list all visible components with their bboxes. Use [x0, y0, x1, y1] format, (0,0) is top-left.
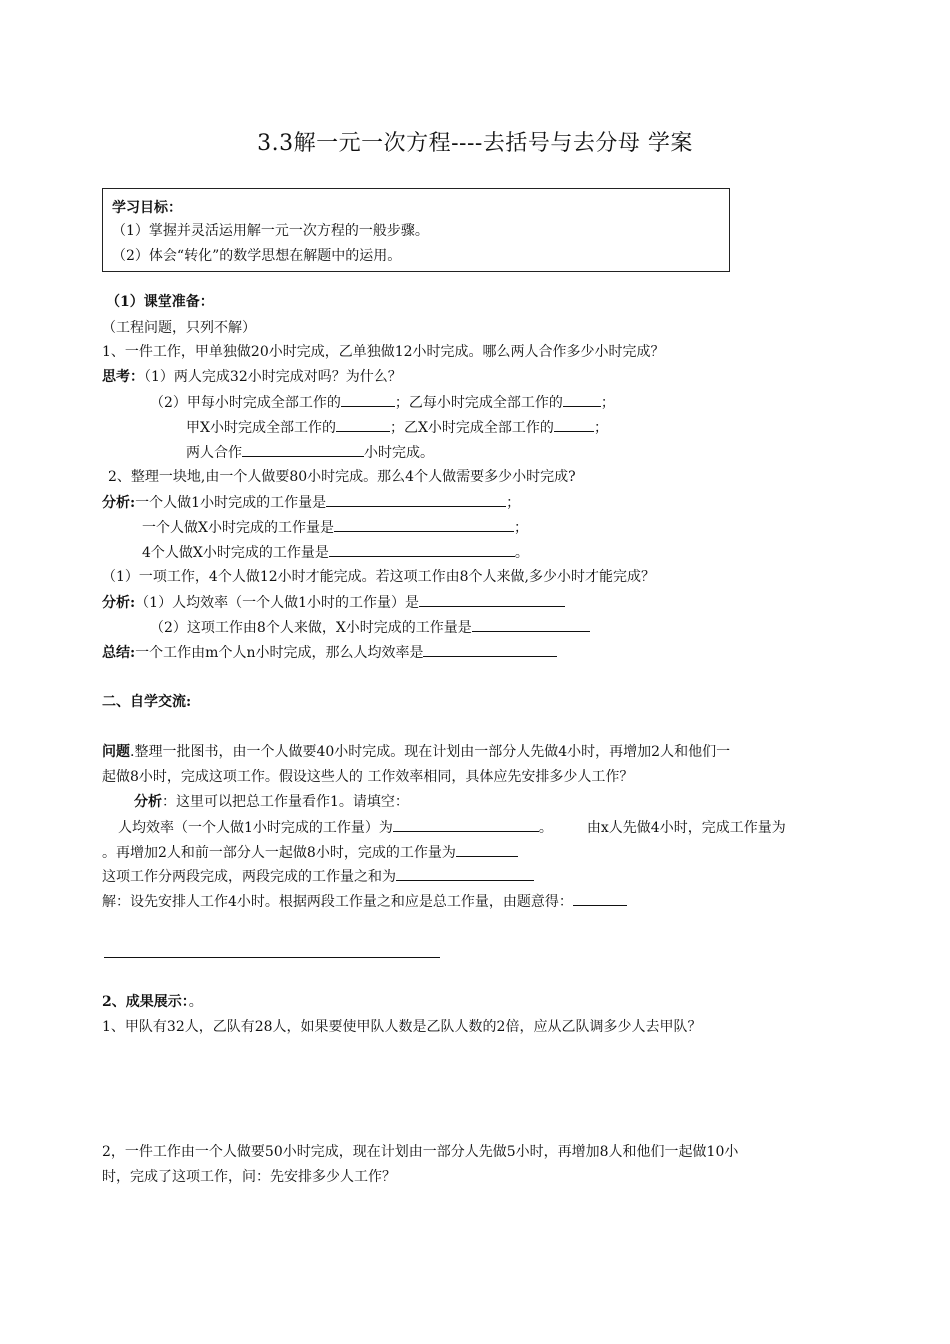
analysis2-line-2: [150, 617, 590, 638]
blank-field[interactable]: [326, 492, 506, 507]
summary-label: 总结:: [102, 645, 136, 661]
blank-field[interactable]: [396, 866, 534, 881]
prep-heading: （1）课堂准备：: [106, 294, 214, 310]
think-line-1: [102, 367, 402, 387]
blank-field[interactable]: [341, 392, 395, 407]
fill-line-2: [102, 842, 518, 863]
analysis-text-3: 4个人做X小时完成的工作量是: [142, 545, 329, 561]
think-text-1: （1）两人完成32小时完成对吗？为什么？: [144, 369, 402, 385]
analysis-line-2: 一个人做X小时完成的工作量是 ；: [142, 517, 528, 538]
think-text-2a: （2）甲每小时完成全部工作的: [150, 395, 341, 411]
self-analysis-label: 分析: [134, 794, 162, 810]
fill-line-3: [102, 866, 534, 887]
self-analysis-line: [134, 792, 409, 812]
prep-question-2: 2、整理一块地,由一个人做要80小时完成。那么4个人做需要多少小时完成?: [108, 469, 576, 485]
blank-field[interactable]: [563, 392, 601, 407]
self-analysis-text: ：这里可以把总工作量看作1。请填空：: [162, 794, 409, 810]
answer-line[interactable]: [104, 957, 440, 958]
think-label: 思考：: [102, 369, 144, 385]
blank-field[interactable]: [242, 442, 364, 457]
analysis-line-1: 分析:一个人做1小时完成的工作量是 ；: [102, 492, 520, 513]
think-line-2: （2）甲每小时完成全部工作的 ；乙每小时完成全部工作的 ；: [150, 392, 615, 413]
blank-field[interactable]: [573, 891, 627, 906]
results-heading: 2、成果展示：: [102, 994, 189, 1010]
analysis2-text-2: （2）这项工作由8个人来做，X小时完成的工作量是: [150, 620, 472, 636]
problem-line-1: [102, 742, 730, 762]
blank-field[interactable]: [393, 817, 539, 832]
problem-text-1: .整理一批图书，由一个人做要40小时完成。现在计划由一部分人先做4小时，再增加2人和他们一: [130, 744, 731, 760]
fill-text-1c: 由x人先做4小时，完成工作量为: [586, 820, 786, 836]
analysis-line-3: 4个人做X小时完成的工作量是 。: [142, 542, 529, 563]
think-text-3b: ；乙X小时完成全部工作的: [389, 420, 554, 436]
analysis2-label: 分析:: [102, 595, 136, 611]
self-study-heading: 二、自学交流:: [102, 694, 192, 710]
analysis-label: 分析:: [102, 495, 136, 511]
objectives-heading: 学习目标：: [112, 200, 182, 216]
fill-text-4: 解：设先安排人工作4小时。根据两段工作量之和应是总工作量，由题意得：: [102, 894, 573, 910]
prep-question-1: 1、一件工作，甲单独做20小时完成，乙单独做12小时完成。哪么两人合作多少小时完成？: [102, 344, 665, 360]
think-text-4b: 小时完成。: [364, 445, 434, 461]
fill-text-1b: 。: [538, 820, 553, 836]
analysis-text-1: 一个人做1小时完成的工作量是: [135, 495, 327, 511]
analysis2-line-1: [102, 592, 565, 613]
fill-line-4: [102, 891, 627, 912]
problem-line-2: 起做8小时，完成这项工作。假设这些人的 工作效率相同，具体应先安排多少人工作？: [102, 769, 634, 785]
think-text-2b: ；乙每小时完成全部工作的: [394, 395, 563, 411]
fill-text-1a: 人均效率（一个人做1小时完成的工作量）为: [118, 820, 393, 836]
fill-text-2: 。再增加2人和前一部分人一起做8小时，完成的工作量为: [102, 845, 456, 861]
think-text-4a: 两人合作: [186, 445, 242, 461]
results-question-2-line-2: 时，完成了这项工作，问：先安排多少人工作？: [102, 1169, 396, 1185]
results-question-2-line-1: 2，一件工作由一个人做要50小时完成，现在计划由一部分人先做5小时，再增加8人和他们一起做10小: [102, 1144, 739, 1160]
summary-line: [102, 642, 557, 663]
prep-question-3: （1）一项工作，4个人做12小时才能完成。若这项工作由8个人来做,多少小时才能完成？: [102, 569, 655, 585]
think-line-4: [186, 442, 434, 463]
think-text-3a: 甲X小时完成全部工作的: [186, 420, 336, 436]
blank-field[interactable]: [336, 417, 390, 432]
blank-field[interactable]: [423, 642, 557, 657]
analysis2-text-1: （1）人均效率（一个人做1小时的工作量）是: [135, 595, 419, 611]
fill-text-3: 这项工作分两段完成，两段完成的工作量之和为: [102, 869, 396, 885]
blank-field[interactable]: [329, 542, 515, 557]
blank-field[interactable]: [472, 617, 590, 632]
analysis-text-2: 一个人做X小时完成的工作量是: [142, 520, 334, 536]
blank-field[interactable]: [334, 517, 514, 532]
page-title: 3.3解一元一次方程----去括号与去分母 学案: [257, 131, 693, 156]
results-heading-tail: 。: [188, 994, 203, 1010]
results-heading-line: [102, 992, 203, 1012]
fill-line-1: [118, 817, 786, 838]
objective-item-2: （2）体会“转化”的数学思想在解题中的运用。: [112, 248, 402, 264]
summary-text: 一个工作由m个人n小时完成，那么人均效率是: [135, 645, 424, 661]
think-line-3: 甲X小时完成全部工作的 ；乙X小时完成全部工作的 ；: [186, 417, 608, 438]
problem-label: 问题: [102, 744, 130, 760]
results-question-1: 1、甲队有32人，乙队有28人，如果要使甲队人数是乙队人数的2倍，应从乙队调多少人去甲队？: [102, 1019, 702, 1035]
prep-note: （工程问题，只列不解）: [102, 320, 256, 336]
objective-item-1: （1）掌握并灵活运用解一元一次方程的一般步骤。: [112, 223, 429, 239]
blank-field[interactable]: [419, 592, 565, 607]
blank-field[interactable]: [456, 842, 518, 857]
blank-field[interactable]: [554, 417, 594, 432]
